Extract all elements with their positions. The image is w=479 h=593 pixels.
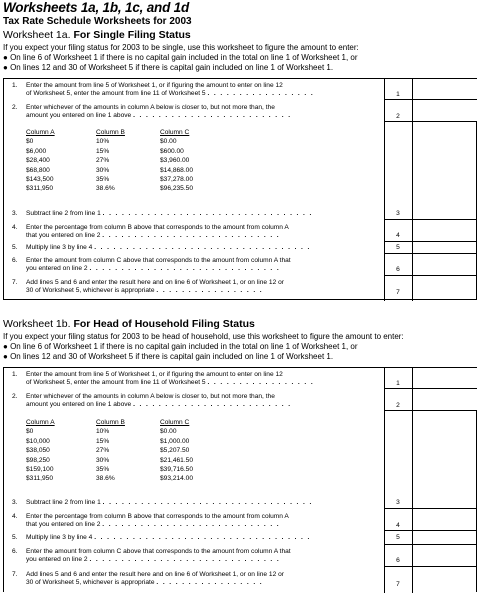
cell: $28,400 [26, 157, 50, 165]
page-subtitle: Tax Rate Schedule Worksheets for 2003 [3, 16, 192, 27]
line-text: Enter the amount from line 5 of Worksheet 1, or if figuring the amount to enter on line 12 of Worksheet 5, enter the amount from line 11 of Worksheet 5 . . . . . . . . . . . . . . . . . [26, 82, 315, 97]
worksheet-1b-prefix: Worksheet 1b. [3, 318, 71, 330]
line-number: 6 [396, 557, 400, 564]
cell: $68,800 [26, 166, 50, 174]
line-number: 3 [396, 210, 400, 217]
line-text-a: Enter the percentage from column B above that corresponds to the amount from column A [26, 513, 289, 520]
cell: 35% [96, 465, 110, 473]
bullet-text: On lines 12 and 30 of Worksheet 5 if there is capital gain included on line 1 of Worksheet 1. [10, 63, 334, 72]
line-number: 3 [396, 499, 400, 506]
worksheet-1a-heading [3, 29, 191, 41]
cell: 10% [96, 428, 110, 436]
step-number: 7. [12, 571, 18, 578]
cell: $14,868.00 [160, 166, 194, 174]
step-number: 6. [12, 257, 18, 264]
cell: $0.00 [160, 138, 177, 146]
line-text: Multiply line 3 by line 4 . . . . . . . . . . . . . . . . . . . . . . . . . . . . . . . . . . [26, 534, 311, 541]
line-text-a: Enter the percentage from column B above that corresponds to the amount from column A [26, 224, 289, 231]
line-text-b: amount you entered on line 1 above [26, 112, 132, 119]
step-number: 1. [12, 371, 18, 378]
step-number: 3. [12, 499, 18, 506]
divider [384, 253, 477, 254]
divider [384, 410, 477, 411]
line-text-a: Enter whichever of the amounts in column A below is closer to, but not more than, the [26, 393, 275, 400]
divider [384, 530, 477, 531]
worksheet-1a-bullet-1: ● On line 6 of Worksheet 1 if there is no capital gain included in the total on line 1 of Worksheet 1, or [3, 53, 358, 62]
cell: 15% [96, 437, 110, 445]
line-text: Multiply line 3 by line 4 . . . . . . . . . . . . . . . . . . . . . . . . . . . . . . . . . . [26, 244, 311, 251]
amount-field-line-2[interactable] [413, 389, 477, 410]
cell: $600.00 [160, 147, 184, 155]
line-text: Enter the amount from line 5 of Worksheet 1, or if figuring the amount to enter on line 12 of Worksheet 5, enter the amount from line 11 of Worksheet 5 . . . . . . . . . . . . . . . . . [26, 371, 315, 386]
cell: 27% [96, 447, 110, 455]
column-a-header: Column A [26, 129, 55, 136]
worksheet-1b-name: For Head of Household Filing Status [73, 318, 255, 330]
worksheet-1b-bullet-1: ● On line 6 of Worksheet 1 if there is no capital gain included in the total on line 1 of Worksheet 1, or [3, 342, 358, 351]
line-number: 1 [396, 91, 400, 98]
line-number: 6 [396, 266, 400, 273]
line-number: 5 [396, 244, 400, 251]
cell: 38.6% [96, 185, 115, 193]
cell: 38.6% [96, 475, 115, 483]
line-text-b: 30 of Worksheet 5, whichever is appropriate [26, 287, 155, 294]
worksheet-1b-heading [3, 318, 255, 330]
line-text: Enter whichever of the amounts in column A below is closer to, but not more than, the amount you entered on line 1 above . . . . . . . . . . . . . . . . . . . . . . . . . [26, 393, 292, 408]
line-text: Subtract line 2 from line 1 . . . . . . . . . . . . . . . . . . . . . . . . . . . . . . . . . [26, 210, 313, 217]
line-text-a: Multiply line 3 by line 4 [26, 244, 93, 251]
cell: $98,250 [26, 456, 50, 464]
line-text-b: you entered on line 2 [26, 265, 88, 272]
line-text-a: Add lines 5 and 6 and enter the result here and on line 6 of Worksheet 1, or on line 12 or [26, 571, 284, 578]
cell: 27% [96, 157, 110, 165]
worksheet-1a-prefix: Worksheet 1a. [3, 29, 71, 41]
line-text-b: of Worksheet 5, enter the amount from line 11 of Worksheet 5 [26, 90, 206, 97]
column-c-header: Column C [160, 419, 190, 426]
cell: $10,000 [26, 437, 50, 445]
line-text: Enter whichever of the amounts in column A below is closer to, but not more than, the amount you entered on line 1 above . . . . . . . . . . . . . . . . . . . . . . . . . [26, 104, 292, 119]
cell: $93,214.00 [160, 475, 194, 483]
step-number: 2. [12, 104, 18, 111]
worksheet-1b-bullet-2: ● On lines 12 and 30 of Worksheet 5 if there is capital gain included on line 1 of Worksheet 1. [3, 352, 334, 361]
line-text-b: amount you entered on line 1 above [26, 401, 132, 408]
cell: $0.00 [160, 428, 177, 436]
step-number: 1. [12, 82, 18, 89]
cell: 30% [96, 166, 110, 174]
worksheet-1a-name: For Single Filing Status [73, 29, 191, 41]
cell: $5,207.50 [160, 447, 190, 455]
line-text: Add lines 5 and 6 and enter the result here and on line 6 of Worksheet 1, or on line 12 or 30 of Worksheet 5, whichever is appropriate . . . . . . . . . . . . . . . . . [26, 571, 284, 586]
line-number: 7 [396, 289, 400, 296]
cell: $143,500 [26, 175, 54, 183]
divider [384, 508, 477, 509]
line-text-a: Subtract line 2 from line 1 [26, 210, 101, 217]
worksheet-1b-box [3, 367, 477, 592]
line-text-a: Enter the amount from line 5 of Worksheet 1, or if figuring the amount to enter on line 12 [26, 82, 283, 89]
divider [384, 275, 477, 276]
column-b-header: Column B [96, 129, 125, 136]
cell: $311,950 [26, 475, 54, 483]
line-text: Enter the percentage from column B above that corresponds to the amount from column A that you entered on line 2 . . . . . . . . . . . . . . . . . . . . . . . . . . . . [26, 224, 289, 239]
column-b-header: Column B [96, 419, 125, 426]
line-text-a: Enter whichever of the amounts in column A below is closer to, but not more than, the [26, 104, 275, 111]
line-text: Enter the amount from column C above that corresponds to the amount from column A that you entered on line 2 . . . . . . . . . . . . . . . . . . . . . . . . . . . . . . [26, 257, 291, 272]
line-text-a: Add lines 5 and 6 and enter the result here and on line 6 of Worksheet 1, or on line 12 or [26, 279, 284, 286]
cell: $21,461.50 [160, 456, 194, 464]
cell: 35% [96, 175, 110, 183]
line-text: Add lines 5 and 6 and enter the result here and on line 6 of Worksheet 1, or on line 12 or 30 of Worksheet 5, whichever is appropriate . . . . . . . . . . . . . . . . . [26, 279, 284, 294]
cell: 30% [96, 456, 110, 464]
line-text-a: Multiply line 3 by line 4 [26, 534, 93, 541]
step-number: 5. [12, 244, 18, 251]
cell: $3,960.00 [160, 157, 190, 165]
line-number: 2 [396, 402, 400, 409]
cell: $0 [26, 428, 34, 436]
divider [384, 241, 477, 242]
column-c-header: Column C [160, 129, 190, 136]
worksheet-1a-bullet-2: ● On lines 12 and 30 of Worksheet 5 if there is capital gain included on line 1 of Worksheet 1. [3, 63, 334, 72]
worksheet-1b-intro: If you expect your filing status for 2003 to be head of household, use this worksheet to figure the amount to enter: [3, 332, 404, 341]
cell: 15% [96, 147, 110, 155]
step-number: 5. [12, 534, 18, 541]
page-title: Worksheets 1a, 1b, 1c, and 1d [3, 0, 190, 15]
line-text-a: Enter the amount from line 5 of Worksheet 1, or if figuring the amount to enter on line 12 [26, 371, 283, 378]
cell: $1,000.00 [160, 437, 190, 445]
divider [384, 566, 477, 567]
cell: 10% [96, 138, 110, 146]
worksheet-1a-box [3, 78, 477, 300]
line-text: Enter the amount from column C above that corresponds to the amount from column A that you entered on line 2 . . . . . . . . . . . . . . . . . . . . . . . . . . . . . . [26, 548, 291, 563]
cell: $96,235.50 [160, 185, 194, 193]
step-number: 3. [12, 210, 18, 217]
line-text-b: that you entered on line 2 [26, 521, 101, 528]
line-text-b: you entered on line 2 [26, 556, 88, 563]
line-text-a: Enter the amount from column C above that corresponds to the amount from column A that [26, 548, 291, 555]
divider [384, 121, 477, 122]
divider [384, 544, 477, 545]
cell: $6,000 [26, 147, 47, 155]
line-number: 4 [396, 232, 400, 239]
line-text-a: Subtract line 2 from line 1 [26, 499, 101, 506]
bullet-text: On line 6 of Worksheet 1 if there is no capital gain included in the total on line 1 of Worksheet 1, or [10, 53, 358, 62]
cell: $39,716.50 [160, 465, 194, 473]
line-text: Enter the percentage from column B above that corresponds to the amount from column A that you entered on line 2 . . . . . . . . . . . . . . . . . . . . . . . . . . . . [26, 513, 289, 528]
worksheet-1a-intro: If you expect your filing status for 2003 to be single, use this worksheet to figure the amount to enter: [3, 43, 359, 52]
step-number: 4. [12, 513, 18, 520]
line-text: Subtract line 2 from line 1 . . . . . . . . . . . . . . . . . . . . . . . . . . . . . . . . . [26, 499, 313, 506]
line-text-b: of Worksheet 5, enter the amount from line 11 of Worksheet 5 [26, 379, 206, 386]
cell: $37,278.00 [160, 175, 194, 183]
amount-field-line-1[interactable] [413, 368, 477, 388]
divider [384, 219, 477, 220]
step-number: 4. [12, 224, 18, 231]
line-number: 5 [396, 534, 400, 541]
line-text-b: that you entered on line 2 [26, 232, 101, 239]
cell: $159,100 [26, 465, 54, 473]
line-number: 1 [396, 380, 400, 387]
step-number: 7. [12, 279, 18, 286]
line-text-b: 30 of Worksheet 5, whichever is appropriate [26, 579, 155, 586]
cell: $0 [26, 138, 34, 146]
line-number: 4 [396, 522, 400, 529]
cell: $311,950 [26, 185, 54, 193]
bullet-text: On lines 12 and 30 of Worksheet 5 if there is capital gain included on line 1 of Worksheet 1. [10, 352, 334, 361]
cell: $38,050 [26, 447, 50, 455]
step-number: 6. [12, 548, 18, 555]
line-number: 2 [396, 113, 400, 120]
line-text-a: Enter the amount from column C above that corresponds to the amount from column A that [26, 257, 291, 264]
line-number: 7 [396, 581, 400, 588]
bullet-text: On line 6 of Worksheet 1 if there is no capital gain included in the total on line 1 of Worksheet 1, or [10, 342, 358, 351]
amount-field-line-2[interactable] [413, 100, 477, 121]
column-a-header: Column A [26, 419, 55, 426]
step-number: 2. [12, 393, 18, 400]
amount-field-line-1[interactable] [413, 79, 477, 99]
